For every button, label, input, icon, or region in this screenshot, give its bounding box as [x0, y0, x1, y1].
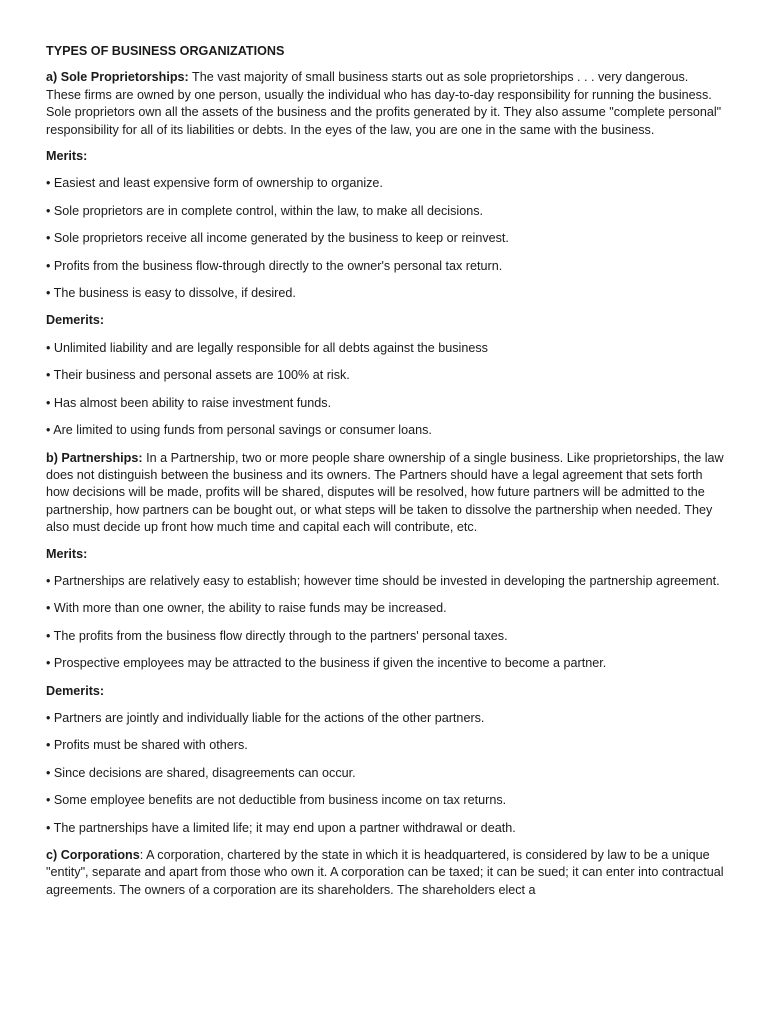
- list-item: • Some employee benefits are not deductible from business income on tax returns.: [46, 793, 507, 808]
- merits-heading: Merits:: [46, 149, 88, 164]
- sole-proprietorships-paragraph: [46, 69, 724, 139]
- list-item: • With more than one owner, the ability to raise funds may be increased.: [46, 601, 447, 616]
- list-item: • Their business and personal assets are 100% at risk.: [46, 368, 350, 383]
- section-heading: b) Partnerships:: [46, 450, 143, 465]
- partnerships-paragraph: [46, 450, 724, 537]
- section-text: : A corporation, chartered by the state in which it is headquartered, is considered by law to be a unique "entity", separate and apart from those who own it. A corporation can be taxed; it can be sued; it can enter into contractual agreements. The owners of a corporation are its shareholders. The shareholders elect a: [46, 848, 724, 897]
- corporations-paragraph: [46, 847, 724, 899]
- section-heading: c) Corporations: [46, 848, 140, 862]
- list-item: • Easiest and least expensive form of ownership to organize.: [46, 176, 383, 191]
- list-item: • Profits must be shared with others.: [46, 738, 248, 753]
- list-item: • The business is easy to dissolve, if desired.: [46, 286, 296, 301]
- list-item: • Has almost been ability to raise investment funds.: [46, 395, 332, 410]
- demerits-heading: Demerits:: [46, 313, 105, 328]
- list-item: • Are limited to using funds from personal savings or consumer loans.: [46, 423, 432, 438]
- merits-heading: Merits:: [46, 546, 88, 561]
- list-item: • Sole proprietors are in complete control, within the law, to make all decisions.: [46, 203, 484, 218]
- list-item: • The profits from the business flow directly through to the partners' personal taxes.: [46, 628, 508, 643]
- section-text: In a Partnership, two or more people share ownership of a single business. Like proprietorships, the law does not distinguish between the business and its owners. The Partners should have a legal agreement that sets forth how decisions will be made, profits will be shared, disputes will be resolved, how future partners will be admitted to the partnership, how partners can be bought out, or what steps will be taken to dissolve the partnership when needed. They also must decide up front how much time and capital each will contribute, etc.: [46, 450, 724, 535]
- list-item: • Profits from the business flow-through directly to the owner's personal tax return.: [46, 258, 503, 273]
- list-item: • Partnerships are relatively easy to establish; however time should be invested in developing the partnership agreement.: [46, 573, 720, 588]
- list-item: • Since decisions are shared, disagreements can occur.: [46, 765, 356, 780]
- section-heading: a) Sole Proprietorships:: [46, 70, 189, 85]
- list-item: • Sole proprietors receive all income generated by the business to keep or reinvest.: [46, 231, 509, 246]
- list-item: • Partners are jointly and individually liable for the actions of the other partners.: [46, 710, 485, 725]
- list-item: • The partnerships have a limited life; it may end upon a partner withdrawal or death.: [46, 820, 516, 835]
- demerits-heading: Demerits:: [46, 683, 105, 698]
- list-item: • Unlimited liability and are legally responsible for all debts against the business: [46, 340, 488, 355]
- document-title: TYPES OF BUSINESS ORGANIZATIONS: [46, 44, 285, 58]
- list-item: • Prospective employees may be attracted to the business if given the incentive to become a partner.: [46, 656, 607, 671]
- section-text: The vast majority of small business starts out as sole proprietorships . . . very dangerous. These firms are owned by one person, usually the individual who has day-to-day responsibility for running the business. Sole proprietors own all the assets of the business and the profits generated by it. They also assume "complete personal" responsibility for all of its liabilities or debts. In the eyes of the law, you are one in the same with the business.: [46, 70, 722, 137]
